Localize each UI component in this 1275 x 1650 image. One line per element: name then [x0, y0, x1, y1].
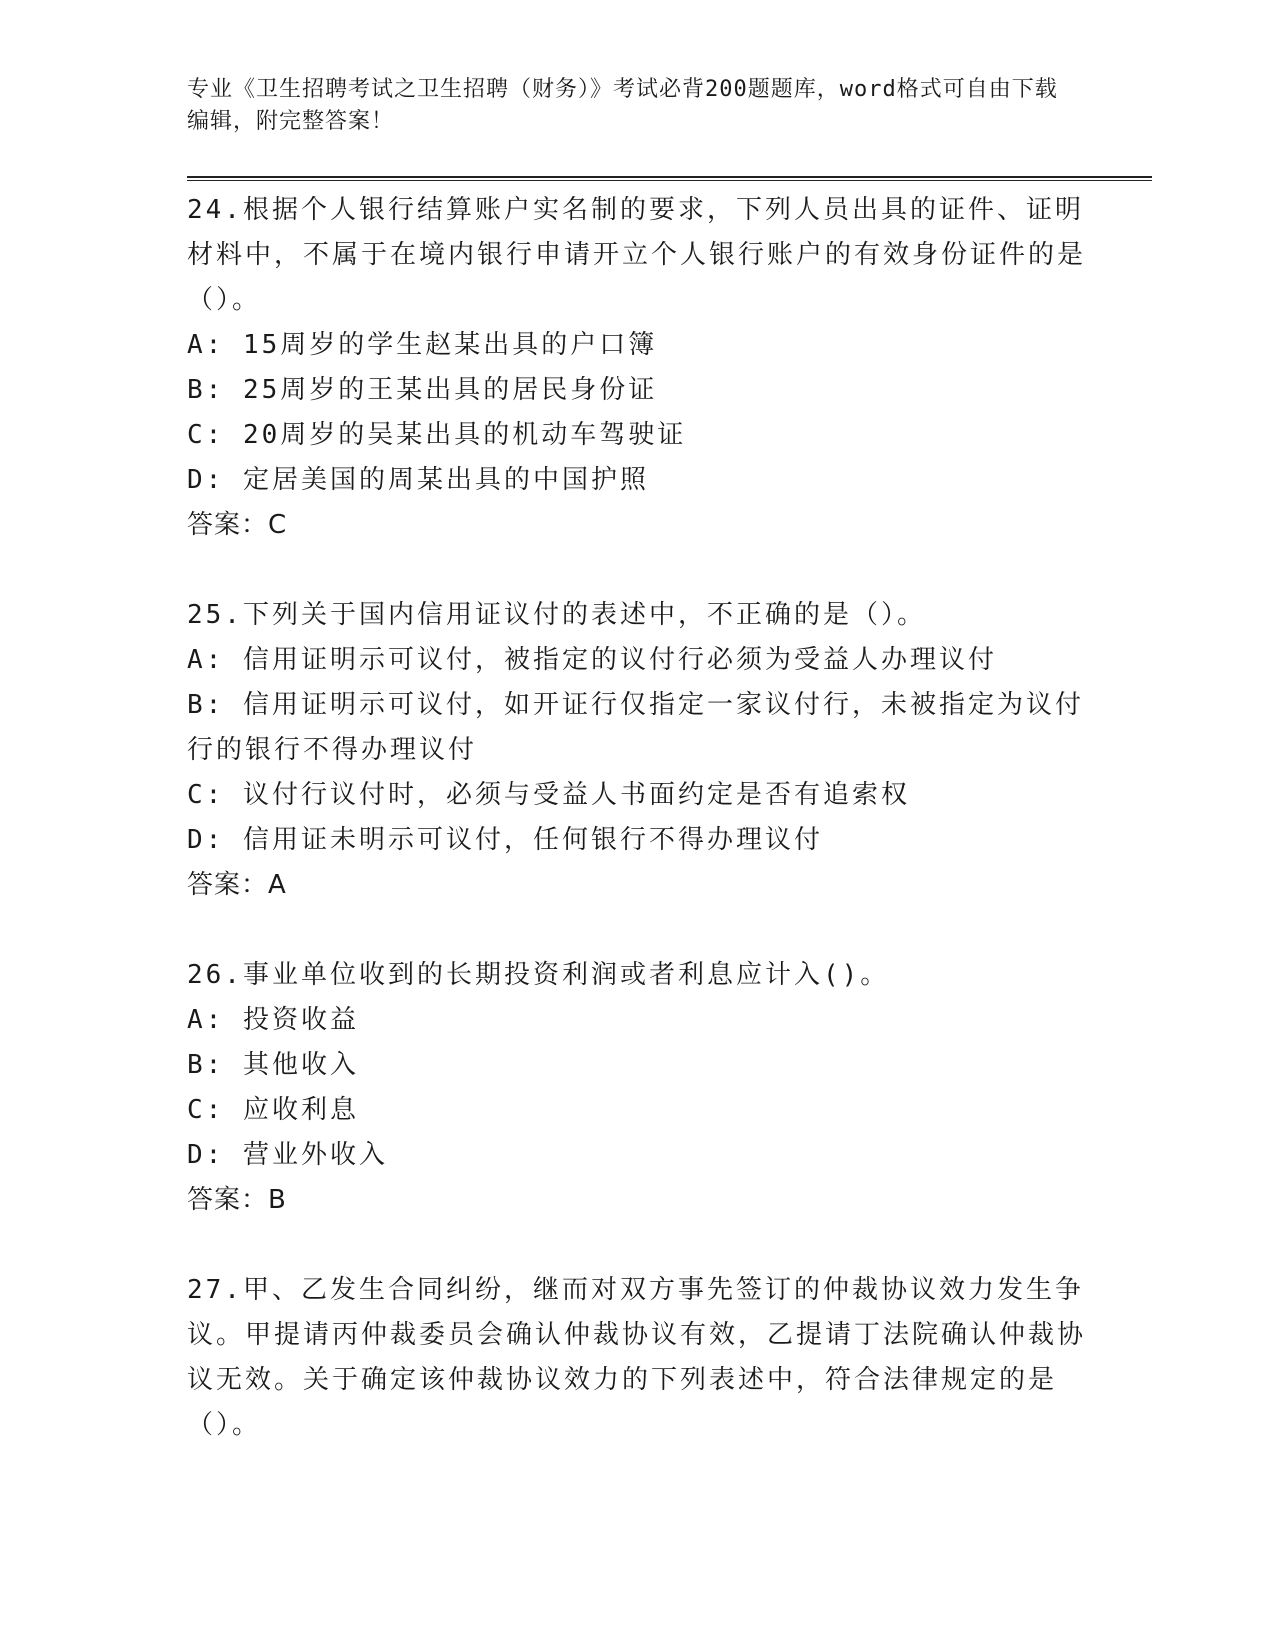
option-a: A: 15周岁的学生赵某出具的户口簿: [187, 330, 658, 360]
question-24: [187, 188, 1087, 548]
question-list: [187, 188, 1087, 1448]
question-25: [187, 593, 1087, 908]
answer-line: 答案：C: [187, 510, 288, 540]
option-d: D: 定居美国的周某出具的中国护照: [187, 465, 649, 495]
question-spacer: [187, 908, 1087, 953]
option-c: C: 应收利息: [187, 1095, 359, 1125]
option-d: D: 信用证未明示可议付，任何银行不得办理议付: [187, 825, 823, 855]
option-d: D: 营业外收入: [187, 1140, 388, 1170]
option-a: A: 信用证明示可议付，被指定的议付行必须为受益人办理议付: [187, 645, 997, 675]
answer-line: 答案：B: [187, 1185, 287, 1215]
option-c: C: 议付行议付时，必须与受益人书面约定是否有追索权: [187, 780, 910, 810]
option-a: A: 投资收益: [187, 1005, 359, 1035]
question-stem: 26.事业单位收到的长期投资利润或者利息应计入()。: [187, 960, 890, 990]
question-stem: 24.根据个人银行结算账户实名制的要求，下列人员出具的证件、证明材料中，不属于在境内银行申请开立个人银行账户的有效身份证件的是（）。: [187, 195, 1087, 315]
option-b: B: 其他收入: [187, 1050, 359, 1080]
question-stem: 27.甲、乙发生合同纠纷，继而对双方事先签订的仲裁协议效力发生争议。甲提请丙仲裁委员会确认仲裁协议有效，乙提请丁法院确认仲裁协议无效。关于确定该仲裁协议效力的下列表述中，符合法律规定的是（）。: [187, 1275, 1087, 1440]
question-26: [187, 953, 1087, 1223]
option-b: B: 信用证明示可议付，如开证行仅指定一家议付行，未被指定为议付行的银行不得办理议付: [187, 690, 1084, 765]
question-27: [187, 1268, 1087, 1448]
header-divider: [187, 176, 1152, 181]
option-b: B: 25周岁的王某出具的居民身份证: [187, 375, 658, 405]
question-spacer: [187, 1223, 1087, 1268]
question-spacer: [187, 548, 1087, 593]
question-stem: 25.下列关于国内信用证议付的表述中，不正确的是（）。: [187, 600, 926, 630]
document-header: 专业《卫生招聘考试之卫生招聘（财务）》考试必背200题题库，word格式可自由下载编辑，附完整答案！: [187, 77, 1058, 134]
option-c: C: 20周岁的吴某出具的机动车驾驶证: [187, 420, 687, 450]
answer-line: 答案：A: [187, 870, 287, 900]
